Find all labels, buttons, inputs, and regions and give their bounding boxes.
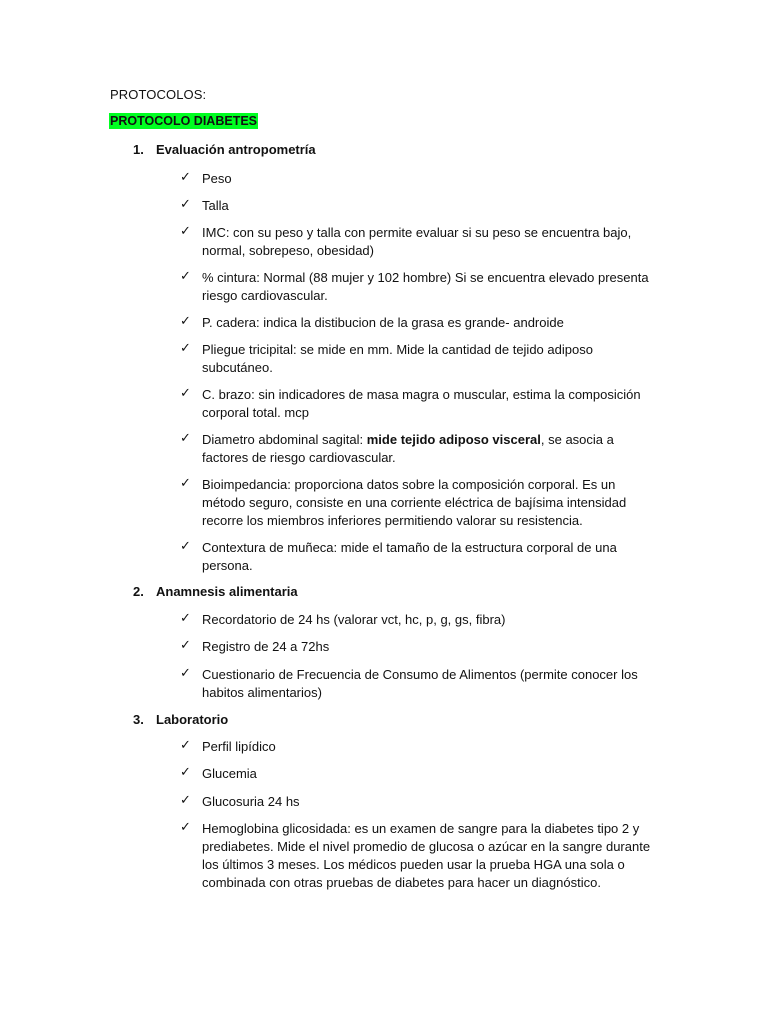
checkmark-icon: ✓ bbox=[180, 764, 191, 779]
list-item-text: % cintura: Normal (88 mujer y 102 hombre) Si se encuentra elevado presenta riesgo cardiovascular. bbox=[202, 270, 649, 303]
checkmark-icon: ✓ bbox=[180, 223, 191, 238]
section-number: 2. bbox=[133, 584, 144, 599]
list-item-text: P. cadera: indica la distibucion de la grasa es grande- androide bbox=[202, 315, 564, 330]
checkmark-icon: ✓ bbox=[180, 475, 191, 490]
section-title: Laboratorio bbox=[156, 712, 229, 727]
checkmark-icon: ✓ bbox=[180, 665, 191, 680]
text-segment: , se asocia a factores de riesgo cardiovascular. bbox=[202, 432, 614, 465]
checkmark-icon: ✓ bbox=[180, 340, 191, 355]
section-number: 1. bbox=[133, 142, 144, 157]
checkmark-icon: ✓ bbox=[180, 637, 191, 652]
checkmark-icon: ✓ bbox=[180, 430, 191, 445]
checkmark-icon: ✓ bbox=[180, 169, 191, 184]
checkmark-icon: ✓ bbox=[180, 313, 191, 328]
bold-text-segment: mide tejido adiposo visceral bbox=[366, 432, 541, 447]
checkmark-icon: ✓ bbox=[180, 268, 191, 283]
highlighted-subtitle: PROTOCOLO DIABETES bbox=[110, 114, 258, 128]
section-title: Anamnesis alimentaria bbox=[156, 584, 298, 599]
checkmark-icon: ✓ bbox=[180, 385, 191, 400]
list-item-text: C. brazo: sin indicadores de masa magra o muscular, estima la composición corporal total. mcp bbox=[202, 387, 641, 420]
list-item-text: IMC: con su peso y talla con permite evaluar si su peso se encuentra bajo, normal, sobrepeso, obesidad) bbox=[202, 225, 632, 258]
checkmark-icon: ✓ bbox=[180, 737, 191, 752]
list-item-text: Registro de 24 a 72hs bbox=[202, 639, 330, 654]
document-title: PROTOCOLOS: bbox=[110, 87, 207, 102]
checkmark-icon: ✓ bbox=[180, 792, 191, 807]
text-segment: Diametro abdominal sagital: bbox=[202, 432, 367, 447]
list-item-text: Talla bbox=[202, 198, 229, 213]
checkmark-icon: ✓ bbox=[180, 538, 191, 553]
section-anamnesis-alimentaria bbox=[133, 583, 638, 700]
list-item-text: Glucemia bbox=[202, 766, 257, 781]
list-item-text: Cuestionario de Frecuencia de Consumo de Alimentos (permite conocer los habitos alimentarios) bbox=[202, 667, 638, 700]
list-item-text: Glucosuria 24 hs bbox=[202, 794, 300, 809]
checkmark-icon: ✓ bbox=[180, 196, 191, 211]
section-number: 3. bbox=[133, 712, 144, 727]
section-laboratorio bbox=[133, 711, 651, 890]
list-item-text: Hemoglobina glicosidada: es un examen de sangre para la diabetes tipo 2 y prediabetes. Mide el nivel promedio de glucosa o azúcar en la sangre durante los últimos 3 meses. Los médicos pueden usar la prueba HGA una sola o combinada con otras pruebas de diabetes para hacer un diagnóstico. bbox=[202, 821, 651, 890]
list-item-text: Peso bbox=[202, 171, 232, 186]
list-item-text: Pliegue tricipital: se mide en mm. Mide la cantidad de tejido adiposo subcutáneo. bbox=[202, 342, 593, 375]
section-heading bbox=[133, 711, 228, 729]
section-evaluacion-antropometria bbox=[133, 141, 649, 573]
section-heading bbox=[133, 141, 316, 159]
list-item-text: Perfil lipídico bbox=[202, 739, 276, 754]
checkmark-icon: ✓ bbox=[180, 610, 191, 625]
checkmark-icon: ✓ bbox=[180, 819, 191, 834]
section-heading bbox=[133, 583, 298, 601]
list-item-text: Bioimpedancia: proporciona datos sobre la composición corporal. Es un método seguro, consiste en una corriente eléctrica de bajísima intensidad recorre los miembros inferiores permitiendo valorar su resistencia. bbox=[202, 477, 627, 528]
list-item-text: Contextura de muñeca: mide el tamaño de la estructura corporal de una persona. bbox=[202, 540, 617, 573]
section-title: Evaluación antropometría bbox=[156, 142, 316, 157]
list-item-text bbox=[202, 431, 652, 467]
list-item-text: Recordatorio de 24 hs (valorar vct, hc, p, g, gs, fibra) bbox=[202, 612, 506, 627]
